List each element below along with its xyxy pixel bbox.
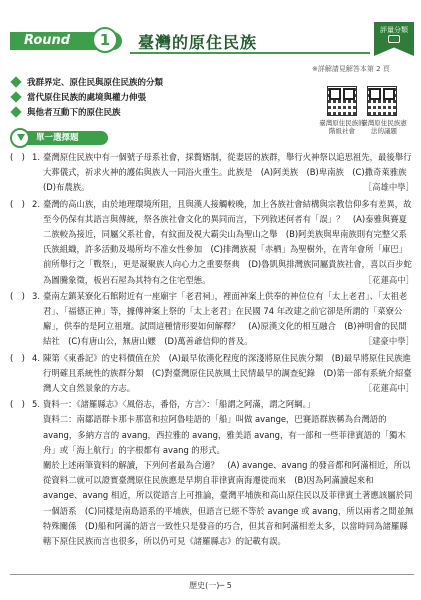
question-source: ［建豪中學］ <box>363 336 414 347</box>
category-tab[interactable] <box>374 22 414 56</box>
question-source: ［花蓮高中］ <box>363 274 414 285</box>
question-text: 臺灣的高山族，由於地理環境所阻，且與漢人接觸較晚，加上各族社會結構與宗教信仰多有差異，故至今仍保有其語言與傳統，祭各族社會文化的異同而言，下列敘述何者有「誤」？ (A)泰雅與賽夏二族較為接近，同屬父系社會，有紋面及視大霸尖山為聖山之舉 (B)阿美族與卑南族則有完整父系氏族組織，許多活動及場所均不准女性參加 (C)排灣族視「赤栖」為聖樹外，在青年會所「庫巴」前所舉行之「戰祭」，更是凝聚族人向心力之重要祭典 (D)魯凱與排灣族同屬貴族社會，喜以百步蛇為圖騰象徵，板岩石屋為其特有之住宅型態。 <box>43 198 412 285</box>
topic-list <box>10 74 163 119</box>
answer-blank[interactable]: ( ) <box>10 290 25 301</box>
round-label: Round <box>24 33 71 48</box>
qr-code-icon[interactable] <box>327 86 357 116</box>
title-divider <box>130 52 370 54</box>
topic-item <box>10 74 163 89</box>
topic-label: 當代原住民族的處境與權力伸張 <box>27 92 147 103</box>
diamond-bullet-icon <box>10 76 21 87</box>
question-number: 3. <box>32 290 40 301</box>
question-item <box>10 351 414 397</box>
qr-code-icon[interactable] <box>367 86 397 116</box>
qr-label: 臺灣原住民族憲法的議題 <box>361 119 407 135</box>
book-icon <box>388 35 400 43</box>
answer-blank[interactable]: ( ) <box>10 152 25 162</box>
question-number: 5. <box>32 399 40 410</box>
topic-item <box>10 104 163 119</box>
question-prompt: 關於上述兩筆資料的解讀，下列何者最為合適？ (A) avange、avang 的發音都和阿滿相近，所以從資料二就可以證實臺灣原住民族應是早期自菲律賓南海遷徙而來 (B)因為阿滿讀起來和 avange、avang 相近，所以從語言上可推論，臺灣平埔族和高山原住民以及菲律賓土著應該屬於同一個語系 (C)同樣是南島語系的平埔族，但語言已經不等於 avange 或 avang，所以兩者之間並無特殊關係 (D)船和阿滿的語言一致性只是發音的巧合，但其音和阿滿相差太多，以當時同為諸羅縣轄下原住民族而言也很多，所以仍可見《諸羅縣志》的記載有誤。 <box>43 460 414 547</box>
arrow-down-icon <box>17 134 25 141</box>
answer-blank[interactable]: ( ) <box>10 399 25 410</box>
answer-note: ※詳解請見解答本第 2 頁 <box>312 65 390 73</box>
qr-label: 臺灣原住民族的階級社會 <box>319 119 365 135</box>
diamond-bullet-icon <box>10 106 21 117</box>
question-item <box>10 197 414 288</box>
answer-blank[interactable]: ( ) <box>10 352 25 363</box>
question-list <box>10 150 414 549</box>
question-text: 臺灣原住民族中有一個號子母系社會，採贅婿制，從妻居的族群，舉行火神祭以追思祖先，最後舉行大葬儀式，祈求火神的護佑與族人一同浴火重生。此族是 (A)阿美族 (B)卑南族 (C)撒奇萊雅族 (D)布農族。 <box>43 152 415 193</box>
question-text: 臺南左鎮某寮化石館附近有一座廟宇「老君祠」，裡面神案上供奉的神位位有「太上老君」、「太祖老君」、「福德正神」等，據傳神案上祭的「太上老君」在民國 74 年改建之前它卻是所謂的「菜寮公廨」，供奉的是阿立祖壇。試問這種情形要如何解釋？ (A)原漢文化的相互融合 (B)神明會的民間結社 (C)有唐山公，無唐山嬤 (D)萬善爺信仰的普及。 <box>43 290 408 347</box>
round-number: 1 <box>92 27 118 53</box>
answer-blank[interactable]: ( ) <box>10 198 25 209</box>
section-header <box>10 130 108 146</box>
page-number: 歷史(一)─ 5 <box>189 581 232 590</box>
question-number: 2. <box>32 198 40 209</box>
question-source: ［花蓮高中］ <box>363 383 414 394</box>
page-title: 臺灣的原住民族 <box>138 33 258 52</box>
footer-divider <box>10 574 414 575</box>
topic-item <box>10 89 163 104</box>
source-material: 資料二：南鄒語群卡那卡那富和拉阿魯哇語的「船」叫做 avange，巴賽語群族稱為台灣語的 avang，多納方言的 avang，西拉雅的 avang，雅美語 avang，有一部和一些菲律賓語的「獨木舟」或「海上航行」的字根都有 avang 的形式。 <box>43 414 406 455</box>
question-text: 陳第《東番記》的史料價值在於 (A)最早依漢化程度的深淺將原住民族分類 (B)最早將原住民族進行明確且系統性的族群分類 (C)對臺灣原住民族風土民情最早的調查紀錄 (D)第一部有系統介紹臺灣人文自然景象的方志。 <box>43 352 412 394</box>
question-item <box>10 150 414 196</box>
question-text: 資料一：《諸羅縣志》〈風俗志，番俗，方言〉：「船謂之阿滿，謂之阿綱。」 <box>43 399 316 410</box>
section-circle <box>10 128 30 148</box>
question-number: 4. <box>32 352 40 363</box>
diamond-bullet-icon <box>10 91 21 102</box>
round-badge <box>10 30 128 52</box>
question-source: ［高雄中學］ <box>363 182 414 193</box>
topic-label: 我群界定、原住民與原住民族的分類 <box>27 77 164 88</box>
section-label: 單一選擇題 <box>36 133 79 143</box>
question-number: 1. <box>32 152 40 162</box>
question-item <box>10 289 414 350</box>
category-tab-label: 評量分類 <box>380 26 408 34</box>
topic-label: 與他者互動下的原住民族 <box>27 107 121 118</box>
question-item <box>10 397 414 412</box>
